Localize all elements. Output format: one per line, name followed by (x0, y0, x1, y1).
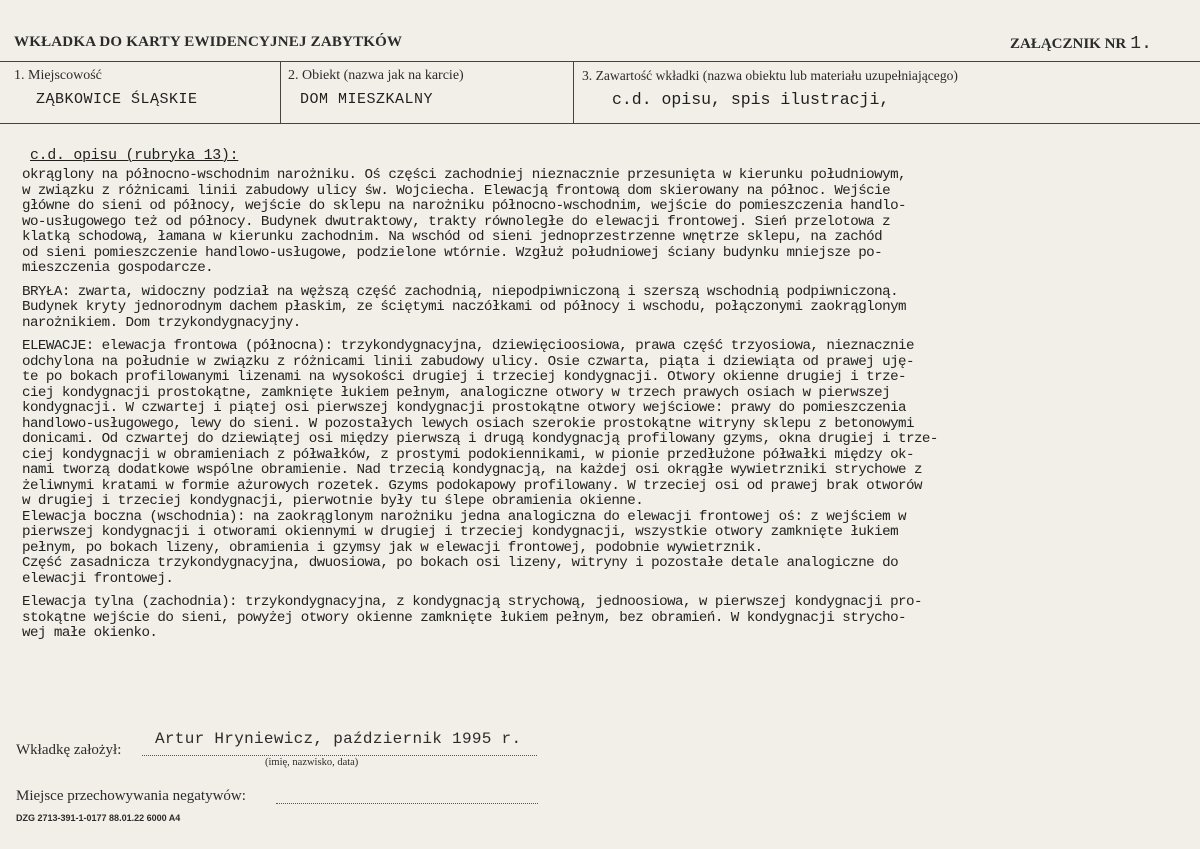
object-value: DOM MIESZKALNY (300, 91, 434, 108)
text-line: w związku z różnicami linii zabudowy ulicy św. Wojciecha. Elewacją frontową dom skierowany na północ. Wejście (22, 183, 891, 199)
text-line: ciej kondygnacji w obramieniach z półwałków, z prostymi podokiennikami, w pionie przedłużone półwałki między ok- (22, 447, 914, 463)
text-line: odchylona na południe w związku z różnicami linii zabudowy ulicy. Osie czwarta, piąta i dziewiąta od prawej uję- (22, 354, 914, 370)
author-dotted-line (142, 755, 537, 756)
text-line: żeliwnymi kratami w formie ażurowych rozetek. Gzyms podokapowy profilowany. W trzeciej osi od prawej brak otworów (22, 478, 922, 494)
text-line: ELEWACJE: elewacja frontowa (północna): trzykondygnacyjna, dziewięcioosiowa, prawa część trzyosiowa, nieznacznie (22, 339, 914, 354)
text-line: Część zasadnicza trzykondygnacyjna, dwuosiowa, po bokach osi lizeny, witryny i pozostałe detale analogiczne do (22, 556, 899, 571)
negatives-dotted-line (276, 803, 538, 804)
attachment-number: 1. (1130, 34, 1152, 54)
locality-label: 1. Miejscowość (14, 68, 102, 83)
text-line: narożnikiem. Dom trzykondygnacyjny. (22, 315, 301, 331)
locality-value: ZĄBKOWICE ŚLĄSKIE (36, 91, 198, 108)
author-value: Artur Hryniewicz, październik 1995 r. (155, 730, 522, 748)
paragraph-gap (22, 277, 1187, 285)
text-line: pierwszej kondygnacji i otworami okiennymi w drugiej i trzeciej kondygnacji, wszystkie otwory zamknięte łukiem (22, 525, 899, 540)
header-rule-top (0, 61, 1200, 62)
field-divider-2 (573, 61, 574, 123)
text-line: klatką schodową, łamana w kierunku zachodnim. Na wschód od sieni jednoprzestrzenne wnętrze sklepu, na zachód (22, 230, 883, 245)
text-line: główne do sieni od północy, wejście do sklepu na narożniku północno-wschodnim, wejście do pomieszczenia handlo- (22, 199, 906, 214)
text-line: Budynek kryty jednorodnym dachem płaskim, ze ściętymi naczółkami od północy i wschodu, połączonymi zaokrąglonym (22, 300, 906, 315)
text-line: wej małe okienko. (22, 626, 158, 641)
text-line: kondygnacji. W czwartej i piątej osi pierwszej kondygnacji prostokątne otwory wejściowe: prawy do pomieszczenia (22, 401, 906, 416)
paragraph-elevations (22, 339, 1187, 587)
description-body (22, 168, 1187, 642)
text-line: nami tworzą dodatkowe wspólne obramienie. Nad trzecią kondygnacją, na każdej osi okrągłe wywietrzniki strychowe z (22, 463, 922, 478)
text-line: wo-usługowego też od północy. Budynek dwutraktowy, trakty równoległe do elewacji frontowej. Sień przelotowa z (22, 214, 891, 230)
continuation-heading (30, 148, 238, 164)
content-value: c.d. opisu, spis ilustracji, (612, 90, 890, 109)
print-code: DZG 2713-391-1-0177 88.01.22 6000 A4 (16, 813, 181, 823)
author-label: Wkładkę założył: (16, 742, 122, 758)
attachment-label: ZAŁĄCZNIK NR (1010, 36, 1127, 52)
text-line: mieszczenia gospodarcze. (22, 261, 214, 276)
field-divider-1 (280, 61, 281, 123)
text-line: okrąglony na północno-wschodnim narożniku. Oś części zachodniej nieznacznie przesunięta w kierunku południowym, (22, 168, 906, 183)
attachment-number-label (1010, 34, 1152, 54)
text-line: pełnym, po bokach lizeny, obramienia i gzymsy jak w elewacji frontowej, podobnie wywietrznik. (22, 540, 763, 556)
text-line: od sieni pomieszczenie handlowo-usługowe, podzielone wtórnie. Wzgłuż południowej ściany budynku mniejsze po- (22, 245, 883, 261)
paragraph-gap (22, 587, 1187, 595)
text-line: Elewacja boczna (wschodnia): na zaokrąglonym narożniku jedna analogiczna do elewacji frontowej oś: z wejściem w (22, 509, 906, 525)
author-hint: (imię, nazwisko, data) (265, 757, 359, 768)
text-line: Elewacja tylna (zachodnia): trzykondygnacyjna, z kondygnacją strychową, jednoosiowa, w pierwszej kondygnacji pro- (22, 595, 922, 610)
text-line: te po bokach profilowanymi lizenami na wysokości drugiej i trzeciej kondygnacji. Otwory okienne drugiej i trze- (22, 370, 906, 385)
header-rule-bottom (0, 123, 1200, 124)
text-line: ciej kondygnacji prostokątne, zamknięte łukiem pełnym, analogiczne otwory w trzech prawych osiach w pierwszej (22, 385, 891, 401)
negatives-label: Miejsce przechowywania negatywów: (16, 788, 246, 804)
text-line: w drugiej i trzeciej kondygnacji, pierwotnie były tu ślepe obramienia okienne. (22, 494, 644, 509)
text-line: donicami. Od czwartej do dziewiątej osi między pierwszą i drugą kondygnacją profilowany gzyms, okna drugiej i trze- (22, 432, 938, 447)
text-line: handlowo-usługowego, lewy do sieni. W pozostałych lewych osiach szerokie prostokątne witryny sklepu z betonowymi (22, 416, 914, 432)
paragraph-rear-elevation (22, 595, 1187, 642)
content-label: 3. Zawartość wkładki (nazwa obiektu lub materiału uzupełniającego) (582, 68, 958, 83)
paragraph-massing (22, 285, 1187, 332)
text-line: elewacji frontowej. (22, 571, 174, 587)
continuation-heading-text: c.d. opisu (rubryka 13): (30, 148, 239, 164)
text-line: BRYŁA: zwarta, widoczny podział na węższą część zachodnią, niepodpiwniczoną i szerszą wschodnią podpiwniczoną. (22, 284, 899, 300)
form-title: WKŁADKA DO KARTY EWIDENCYJNEJ ZABYTKÓW (14, 34, 403, 50)
paragraph-gap (22, 331, 1187, 339)
object-label: 2. Obiekt (nazwa jak na karcie) (288, 68, 464, 83)
text-line: stokątne wejście do sieni, powyżej otwory okienne zamknięte łukiem pełnym, bez obramień. W kondygnacji strycho- (22, 610, 906, 626)
paragraph-layout (22, 168, 1187, 277)
